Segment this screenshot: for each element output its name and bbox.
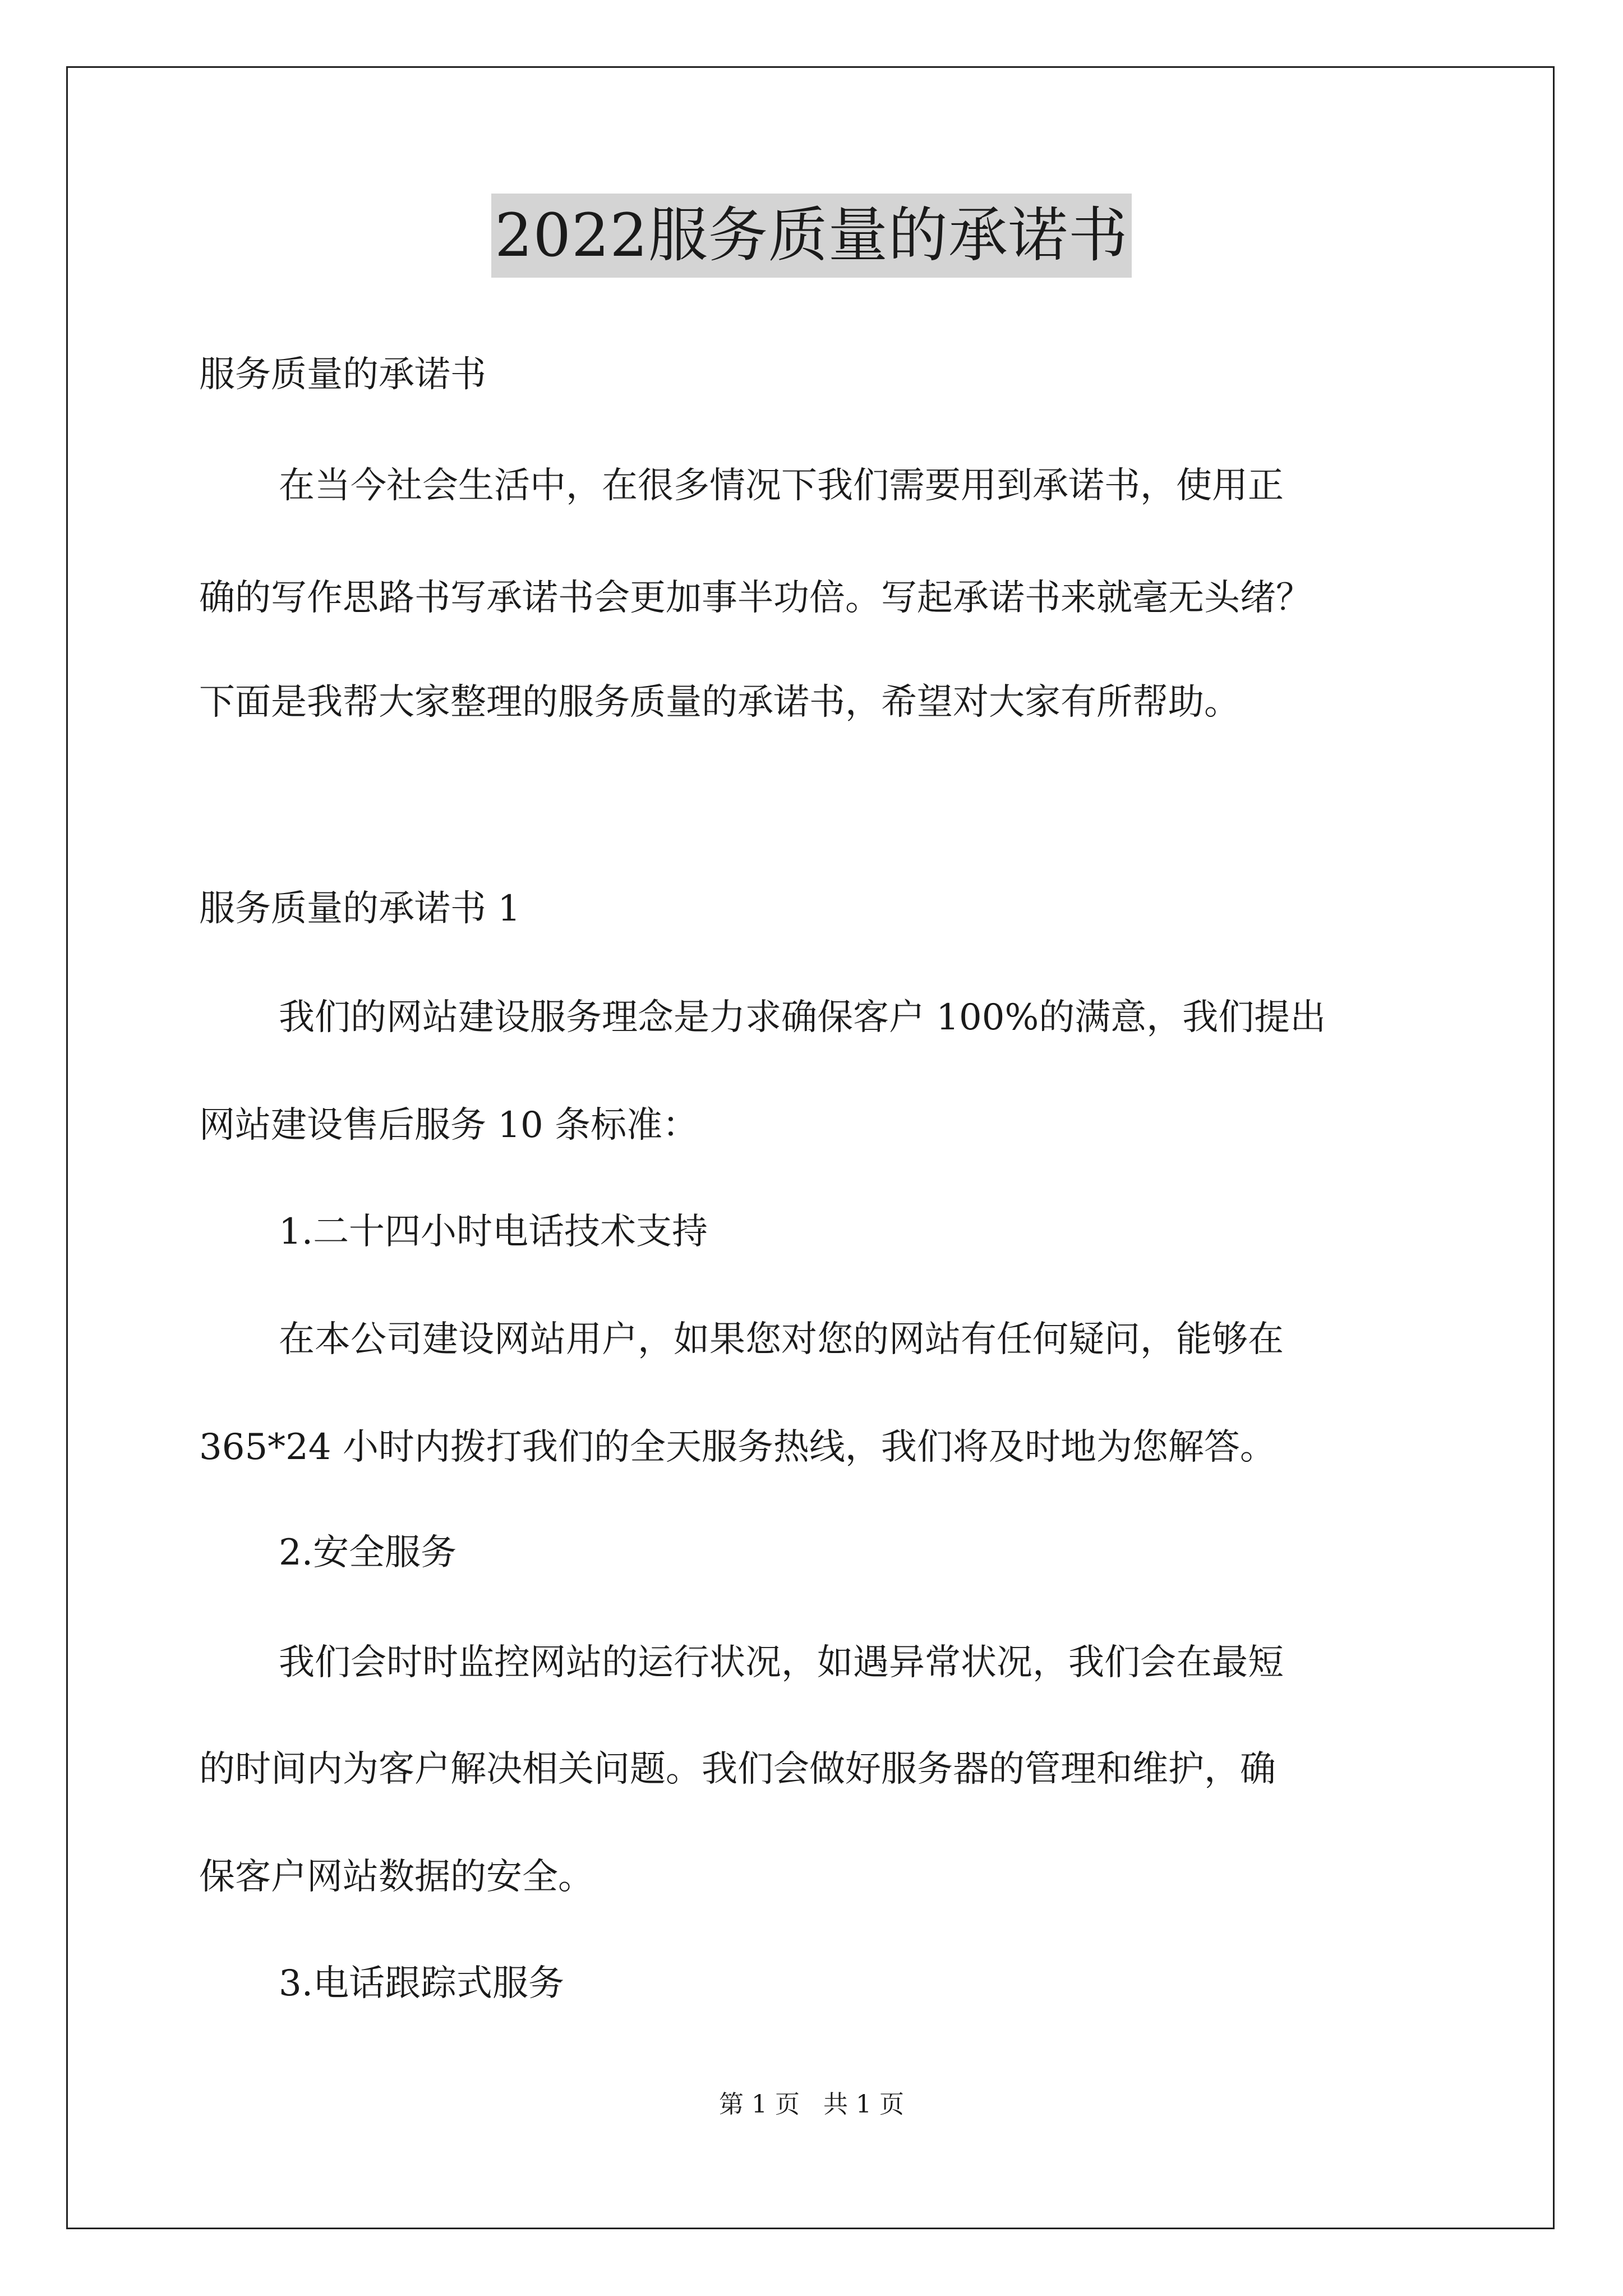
paragraph-line: 的时间内为客户解决相关问题。我们会做好服务器的管理和维护，确 [199, 1749, 1276, 1790]
title-container [0, 194, 1623, 278]
section-heading: 服务质量的承诺书 1 [199, 888, 521, 930]
paragraph-line: 保客户网站数据的安全。 [199, 1856, 594, 1898]
page-footer [0, 2088, 1623, 2122]
paragraph-line: 网站建设售后服务 10 条标准： [199, 1105, 699, 1146]
paragraph-line: 我们的网站建设服务理念是力求确保客户 100%的满意，我们提出 [279, 997, 1326, 1038]
paragraph-line: 在本公司建设网站用户，如果您对您的网站有任何疑问，能够在 [279, 1319, 1284, 1360]
document-title: 2022服务质量的承诺书 [491, 194, 1132, 278]
paragraph-line: 我们会时时监控网站的运行状况，如遇异常状况，我们会在最短 [279, 1642, 1284, 1683]
list-heading: 1.二十四小时电话技术支持 [279, 1211, 708, 1253]
paragraph-line: 365*24 小时内拨打我们的全天服务热线，我们将及时地为您解答。 [199, 1427, 1276, 1468]
section-heading: 服务质量的承诺书 [199, 354, 486, 395]
page-total: 共 1 页 [823, 2090, 904, 2119]
list-heading: 3.电话跟踪式服务 [279, 1963, 565, 2004]
page-number: 第 1 页 [719, 2090, 800, 2119]
paragraph-line: 下面是我帮大家整理的服务质量的承诺书，希望对大家有所帮助。 [199, 682, 1240, 723]
paragraph-line: 确的写作思路书写承诺书会更加事半功倍。写起承诺书来就毫无头绪？ [199, 577, 1312, 619]
list-heading: 2.安全服务 [279, 1532, 457, 1573]
paragraph-line: 在当今社会生活中，在很多情况下我们需要用到承诺书，使用正 [279, 465, 1284, 507]
